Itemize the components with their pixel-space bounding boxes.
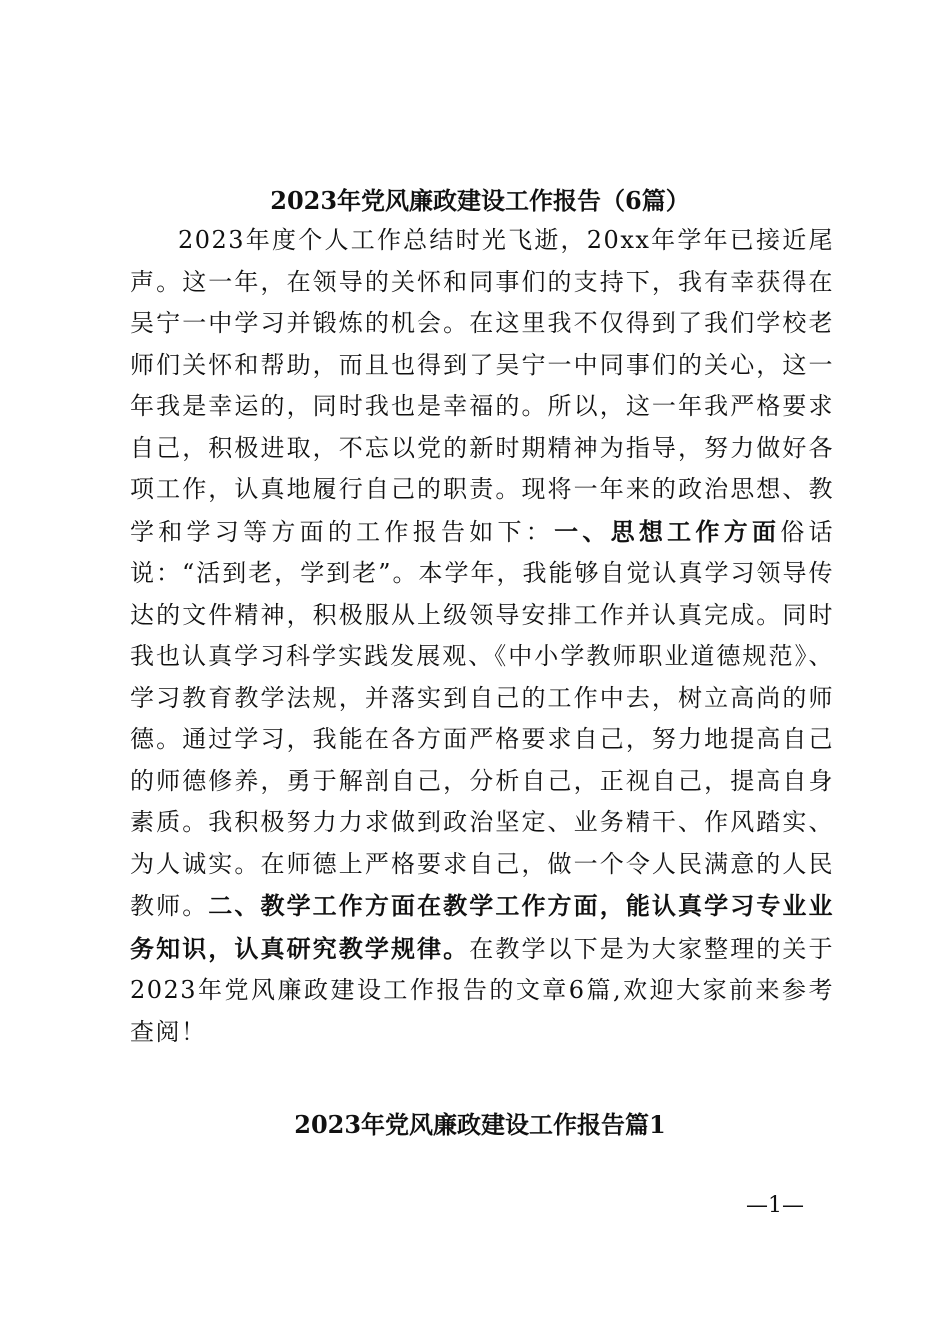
paragraph-text-3: 在教学以下是为大家整理的关于2023年党风廉政建设工作报告的文章6篇,欢迎大家前来参考查阅！	[130, 934, 834, 1046]
heading-teaching: 二、教学工作方面在教学工作方面，能认真学习专业业务知识，认真研究教学规律。	[130, 891, 835, 963]
paragraph-text-2: 俗话说：“活到老，学到老”。本学年，我能够自觉认真学习领导传达的文件精神，积极服从上级领导安排工作并认真完成。同时我也认真学习科学实践发展观、《中小学教师职业道德规范》、学习教育教学法规，并落实到自己的工作中去，树立高尚的师德。通过学习，我能在各方面严格要求自己，努力地提高自己的师德修养，勇于解剖自己，分析自己，正视自己，提高自身素质。我积极努力力求做到政治坚定、业务精干、作风踏实、为人诚实。在师德上严格要求自己，做一个令人民满意的人民教师。	[130, 517, 835, 920]
section-title: 2023年党风廉政建设工作报告篇1	[294, 1110, 666, 1139]
body-paragraph	[130, 220, 834, 1053]
paragraph-text-1: 2023年度个人工作总结时光飞逝，20xx年学年已接近尾声。这一年，在领导的关怀和同事们的支持下，我有幸获得在吴宁一中学习并锻炼的机会。在这里我不仅得到了我们学校老师们关怀和帮助，而且也得到了吴宁一中同事们的关心，这一年我是幸运的，同时我也是幸福的。所以，这一年我严格要求自己，积极进取，不忘以党的新时期精神为指导，努力做好各项工作，认真地履行自己的职责。现将一年来的政治思想、教学和学习等方面的工作报告如下：	[130, 226, 834, 546]
heading-ideology: 一、思想工作方面	[554, 516, 781, 546]
document-title: 2023年党风廉政建设工作报告（6篇）	[270, 186, 690, 215]
page-number: —1—	[746, 1193, 804, 1218]
